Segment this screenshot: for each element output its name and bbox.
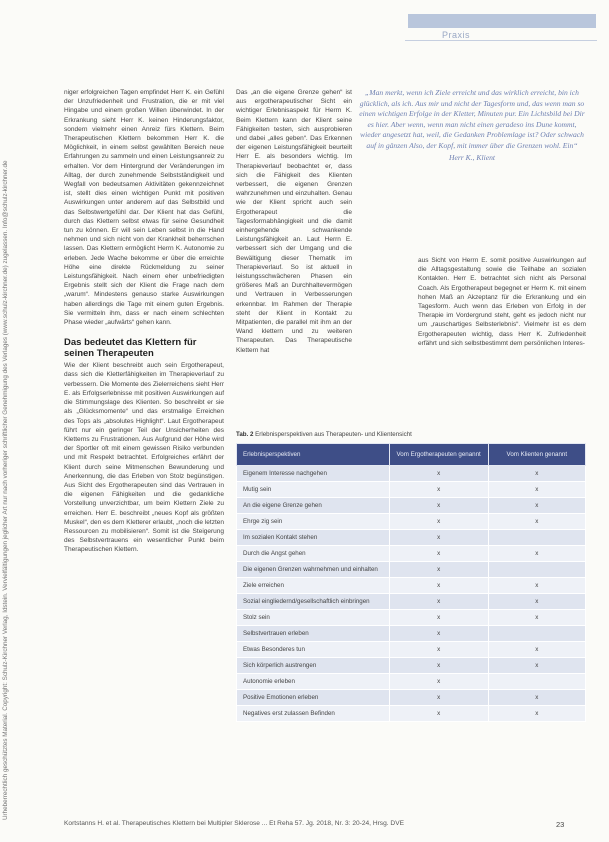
- section-label: Praxis: [442, 30, 471, 40]
- table-cell-client: x: [488, 706, 585, 722]
- table-cell-therapist: x: [389, 482, 488, 498]
- table-row: [237, 626, 586, 642]
- page-number: 23: [556, 820, 565, 829]
- column-3: [418, 256, 586, 348]
- column-1: [64, 88, 224, 555]
- table-header-cell: Vom Ergotherapeuten genannt: [389, 444, 488, 466]
- table-cell-perspective: Mutig sein: [237, 482, 390, 498]
- table-cell-perspective: Ehrge zig sein: [237, 514, 390, 530]
- table-cell-perspective: Stolz sein: [237, 610, 390, 626]
- table-cell-therapist: x: [389, 562, 488, 578]
- table-cell-perspective: Durch die Angst gehen: [237, 546, 390, 562]
- table-cell-client: x: [488, 514, 585, 530]
- experience-table: [236, 443, 586, 722]
- table-row: [237, 642, 586, 658]
- table-cell-therapist: x: [389, 530, 488, 546]
- header-color-bar: [408, 14, 596, 28]
- table-cell-therapist: x: [389, 642, 488, 658]
- table-cell-therapist: x: [389, 594, 488, 610]
- table-row: [237, 498, 586, 514]
- table-cell-therapist: x: [389, 514, 488, 530]
- table-row: [237, 482, 586, 498]
- body-text: Das „an die eigene Grenze gehen“ ist aus ergotherapeutischer Sicht ein wichtiger Erlebnisaspekt für Herrn K. Beim Klettern kann der Klient seine Fähigkeiten testen, sich ausprobieren und dabei „alles geben“. Das Erkennen der eigenen Leistungsfähigkeit beurteilt Herr E. als besonders wichtig. Im Therapieverlauf beobachtet er, dass sich die Fähigkeit des Klienten verbessert, die eigenen Grenzen wahrzunehmen und einzuhalten. Genau wie der Klient spricht auch sein Ergotherapeut die Tagesformabhängigkeit und die damit einhergehende schwankende Leistungsfähigkeit an. Laut Herrn E. verbessert sich der Umgang und die Bewältigung dieser Thematik im Therapieverlauf. So ist aktuell in leistungsschwächeren Phasen ein größeres Maß an Durchhaltevermögen und Vertrauen in Verbesserungen erkennbar. Im Rahmen der Therapie steht der Klient in Kontakt zu Mitpatienten, die parallel mit ihm an der Wand klettern und zu weiteren Therapeuten. Das Therapeutische Klettern hat: [236, 89, 352, 354]
- table-cell-client: [488, 530, 585, 546]
- table-row: [237, 706, 586, 722]
- table-cell-therapist: x: [389, 578, 488, 594]
- table-cell-client: [488, 674, 585, 690]
- table-row: [237, 466, 586, 482]
- table-cell-therapist: x: [389, 690, 488, 706]
- table-caption-text: Erlebnisperspektiven aus Therapeuten- und Klientensicht: [253, 431, 412, 438]
- table-cell-perspective: Eigenem Interesse nachgehen: [237, 466, 390, 482]
- table-caption: [236, 431, 412, 438]
- table-cell-client: [488, 562, 585, 578]
- table-cell-perspective: An die eigene Grenze gehen: [237, 498, 390, 514]
- table-cell-perspective: Etwas Besonderes tun: [237, 642, 390, 658]
- copyright-side-note: Urheberrechtlich geschütztes Material. Copyright: Schulz-Kirchner Verlag, Idstein. Vervielfältigungen jeglicher Art nur nach vorheriger schriftlicher Genehmigung des Verlages (www.schulz-kirchner.de) zugelassen. Info@schulz-kirchner.de: [2, 160, 9, 820]
- pull-quote: [358, 88, 586, 163]
- table-row: [237, 562, 586, 578]
- table-cell-client: x: [488, 610, 585, 626]
- table-cell-perspective: Autonomie erleben: [237, 674, 390, 690]
- table-cell-client: x: [488, 546, 585, 562]
- body-text: Wie der Klient beschreibt auch sein Ergotherapeut, dass sich die Kletterfähigkeiten im Therapieverlauf zu verbessern. Die Momente des Zielerreichens sieht Herr E. als Erfolgserlebnisse mit positiven Auswirkungen auf die Stimmungslage des Klienten. So beschreibt er sie als „Glücksmomente“ und das erstmalige Erreichen des Tops als „absolutes Highlight“. Laut Ergotherapeut führt nur ein geringer Teil der Unsicherheiten des Kletterns zu Frustrationen. Aus Aufgrund der Höhe wird der Sportler oft mit einem gewissen Risiko verbunden und mit Respekt betrachtet. Erfolgreiches erfährt der Klient durch seine Mitmenschen Bewunderung und Anerkennung, die das Erleben von Stolz begünstigen. Aus Sicht des Ergotherapeuten sind das Vertrauen in die eigenen Fähigkeiten und die gedankliche Vorstellung unverzichtbar, um beim Klettern Ziele zu erreichen. Herr E. beschreibt „neues Kopf als größten Muskel“, den es dem Kletterer erlaubt, „noch die letzten Ressourcen zu mobilisieren“. Somit ist die Steigerung des Selbstvertrauens ein wesentlicher Punkt beim Therapeutischen Klettern.: [64, 362, 224, 554]
- body-text: aus Sicht von Herrn E. somit positive Auswirkungen auf die Alltagsgestaltung sowie die Teilhabe an sozialen Kontakten. Herr E. betrachtet sich nicht als Personal Coach. Als Ergotherapeut begegnet er Herrn K. mit einem hohen Maß an Akzeptanz für die Erkrankung und ein Tagesform. Auch wenn das Erleben von Erfolg in der Therapie im Vordergrund steht, geht es jedoch nicht nur um „rauschartiges Selbsterlebnis“. Vielmehr ist es dem Ergotherapeuten wichtig, dass Herr K. Zufriedenheit erfährt und sich selbstbestimmt dem persönlichen Interes-: [418, 257, 586, 347]
- table-row: [237, 514, 586, 530]
- table-row: [237, 690, 586, 706]
- table-cell-therapist: x: [389, 658, 488, 674]
- table-cell-client: x: [488, 594, 585, 610]
- table-cell-client: x: [488, 658, 585, 674]
- table-row: [237, 658, 586, 674]
- table-cell-therapist: x: [389, 498, 488, 514]
- table-row: [237, 530, 586, 546]
- table-cell-client: [488, 626, 585, 642]
- table-cell-therapist: x: [389, 610, 488, 626]
- table-cell-perspective: Die eigenen Grenzen wahrnehmen und einhalten: [237, 562, 390, 578]
- footer-citation: Kortstanns H. et al. Therapeutisches Klettern bei Multipler Sklerose ... Et Reha 57. Jg. 2018, Nr. 3: 20-24, Hrsg. DVE: [64, 820, 404, 827]
- table-caption-label: Tab. 2: [236, 431, 254, 438]
- body-text: niger erfolgreichen Tagen empfindet Herr K. ein Gefühl der Unzufriedenheit und Frustration, die er mit viel Hingabe und einem großen Willen überwindet. In der Erkrankung sieht Herr K. keinen Hinderungsfaktor, sondern vielmehr einen Anreiz fürs Klettern. Beim Therapeutischen Klettern bekommen Herr K. die Möglichkeit, in einem selbst gewählten Bereich neue Erfahrungen zu sammeln und einen Leistungsanreiz zu erhalten. Vor dem Hintergrund der Veränderungen im Alltag, der durch zunehmende Selbstständigkeit und Wegfall von bedeutsamen Aktivitäten gekennzeichnet ist, stellt dies einen wichtigen Punkt mit positiven Auswirkungen unter anderem auf das Selbstbild und das Selbstwertgefühl dar. Der Klient hat das Gefühl, durch das Klettern selbst etwas für seine Gesundheit tun zu können. Er will sein Leben selbst in die Hand nehmen und sich nicht von der Krankheit beherrschen lassen. Das Klettern ermöglicht Herrn K. Autonomie zu erleben. Jede Wache bekomme er über die erreichte Höhe eine direkte Rückmeldung zu seiner Leistungsfähigkeit. Nach einem eher unbefriedigten Ergebnis stellt sich der Klient die Frage nach dem „warum“. Mindestens genauso starke Auswirkungen haben allerdings die Tage mit einem guten Ergebnis. Sie vermitteln ihm, dass er nach einem schlechten Phase wieder „aufwärts“ gehen kann.: [64, 89, 224, 327]
- table-cell-client: x: [488, 466, 585, 482]
- table-row: [237, 594, 586, 610]
- table-header-row: [237, 444, 586, 466]
- table-row: [237, 674, 586, 690]
- table-cell-perspective: Im sozialen Kontakt stehen: [237, 530, 390, 546]
- table-header-cell: Vom Klienten genannt: [488, 444, 585, 466]
- table-cell-client: x: [488, 642, 585, 658]
- table-cell-client: x: [488, 578, 585, 594]
- table-cell-therapist: x: [389, 546, 488, 562]
- table-cell-client: x: [488, 498, 585, 514]
- quote-source: Herr K., Klient: [449, 152, 495, 162]
- table-cell-client: x: [488, 690, 585, 706]
- column-2: [236, 88, 352, 355]
- quote-text: „Man merkt, wenn ich Ziele erreicht und das wirklich erreicht, bin ich glücklich, als ich. Aus mir und nicht der Tagesform und, das wenn man so einen wichtigen Erfolge in der Kletter, Minuten pur. Ein Lichtsbild bei Dir es hier. Aber wenn, wenn man nicht einen geradeso ins Dune kommt, wieder angesetzt hat, weil, die Gedanken Problemlage ist? Oder schwach auf in gänzen Also, der Kopf, mit immer über die Grenzen wohl. Ein“: [359, 88, 585, 150]
- table-cell-perspective: Negatives erst zulassen Befinden: [237, 706, 390, 722]
- table-cell-therapist: x: [389, 706, 488, 722]
- section-heading: Das bedeutet das Klettern für seinen Therapeuten: [64, 337, 197, 360]
- table-cell-therapist: x: [389, 466, 488, 482]
- table-row: [237, 546, 586, 562]
- table-cell-perspective: Sich körperlich austrengen: [237, 658, 390, 674]
- table-cell-perspective: Sozial eingliedernd/gesellschaftlich einbringen: [237, 594, 390, 610]
- table-cell-perspective: Selbstvertrauen erleben: [237, 626, 390, 642]
- table-cell-therapist: x: [389, 626, 488, 642]
- header-rule: [405, 40, 597, 41]
- table-cell-therapist: x: [389, 674, 488, 690]
- table-header-cell: Erlebnisperspektiven: [237, 444, 390, 466]
- table-cell-perspective: Ziele erreichen: [237, 578, 390, 594]
- table-row: [237, 610, 586, 626]
- table-row: [237, 578, 586, 594]
- table-cell-perspective: Positive Emotionen erleben: [237, 690, 390, 706]
- table-cell-client: x: [488, 482, 585, 498]
